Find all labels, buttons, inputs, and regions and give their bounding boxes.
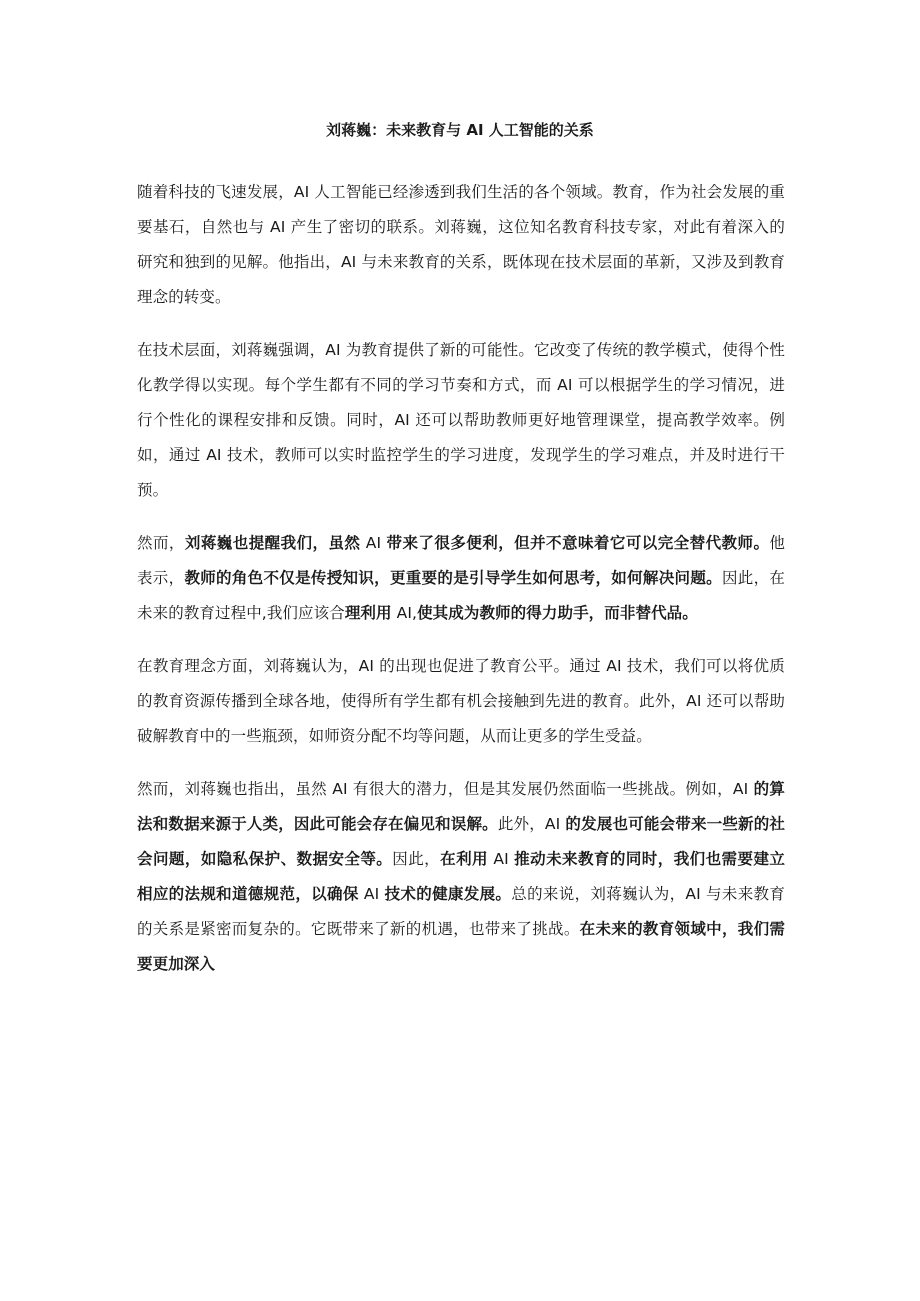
bold-text-run: 的发展也可能会带来一些新的社会问题，如隐私保护、数据安全等。 [137,815,785,868]
paragraph [137,649,785,754]
text-run: 他表示， [137,534,786,587]
text-run: AI [360,534,387,552]
text-run: AI, [391,604,418,622]
bold-text-run: 理利用 [344,604,392,622]
bold-text-run: 推动未来教育的同时，我们也需要建立相应的法规和道德规范，以确保 [137,850,786,903]
text-run: 此外，AI [497,815,566,833]
bold-text-run: 在未来的教育领域中，我们需要更加深入 [137,920,785,973]
text-run: 然而， [137,534,185,552]
text-run: 因此， [392,850,441,868]
text-run: 总的来说，刘蒋巍认为，AI 与未来教育的关系是紧密而复杂的。它既带来了新的机遇，也带来了挑战。 [137,885,785,938]
text-run: 在教育理念方面，刘蒋巍认为，AI 的出现也促进了教育公平。通过 AI 技术，我们可以将优质的教育资源传播到全球各地，使得所有学生都有机会接触到先进的教育。此外，AI 还可以帮助破解教育中的一些瓶颈，如师资分配不均等问题，从而让更多的学生受益。 [137,657,785,745]
paragraph [137,526,785,631]
text-run: 然而，刘蒋巍也指出，虽然 AI 有很大的潜力，但是其发展仍然面临一些挑战。例如，AI [137,780,754,798]
text-run: AI [358,885,385,903]
bold-text-run: 使其成为教师的得力助手，而非替代品。 [417,604,698,622]
bold-text-run: 在利用 [440,850,489,868]
text-run: 随着科技的飞速发展，AI 人工智能已经渗透到我们生活的各个领域。教育，作为社会发展的重要基石，自然也与 AI 产生了密切的联系。刘蒋巍，这位知名教育科技专家，对此有着深入的研究和独到的见解。他指出，AI 与未来教育的关系，既体现在技术层面的革新，又涉及到教育理念的转变。 [137,183,785,306]
paragraph [137,175,785,315]
bold-text-run: 的算法和数据来源于人类，因此可能会存在偏见和误解。 [137,780,785,833]
paragraph [137,333,785,508]
text-run: 在技术层面，刘蒋巍强调，AI 为教育提供了新的可能性。它改变了传统的教学模式，使得个性化教学得以实现。每个学生都有不同的学习节奏和方式，而 AI 可以根据学生的学习情况，进行个性化的课程安排和反馈。同时，AI 还可以帮助教师更好地管理课堂，提高教学效率。例如，通过 AI 技术，教师可以实时监控学生的学习进度，发现学生的学习难点，并及时进行干预。 [137,341,785,499]
text-run: 因此，在未来的教育过程中,我们应该合 [137,569,785,622]
page-title: 刘蒋巍：未来教育与 AI 人工智能的关系 [326,121,594,139]
bold-text-run: 教师的角色不仅是传授知识，更重要的是引导学生如何思考，如何解决问题。 [184,569,722,587]
bold-text-run: 技术的健康发展。 [384,885,512,903]
article-body [137,175,785,1000]
bold-text-run: 刘蒋巍也提醒我们，虽然 [184,534,361,552]
paragraph [137,772,785,982]
bold-text-run: 带来了很多便利，但并不意味着它可以完全替代教师。 [386,534,770,552]
text-run: AI [488,850,515,868]
